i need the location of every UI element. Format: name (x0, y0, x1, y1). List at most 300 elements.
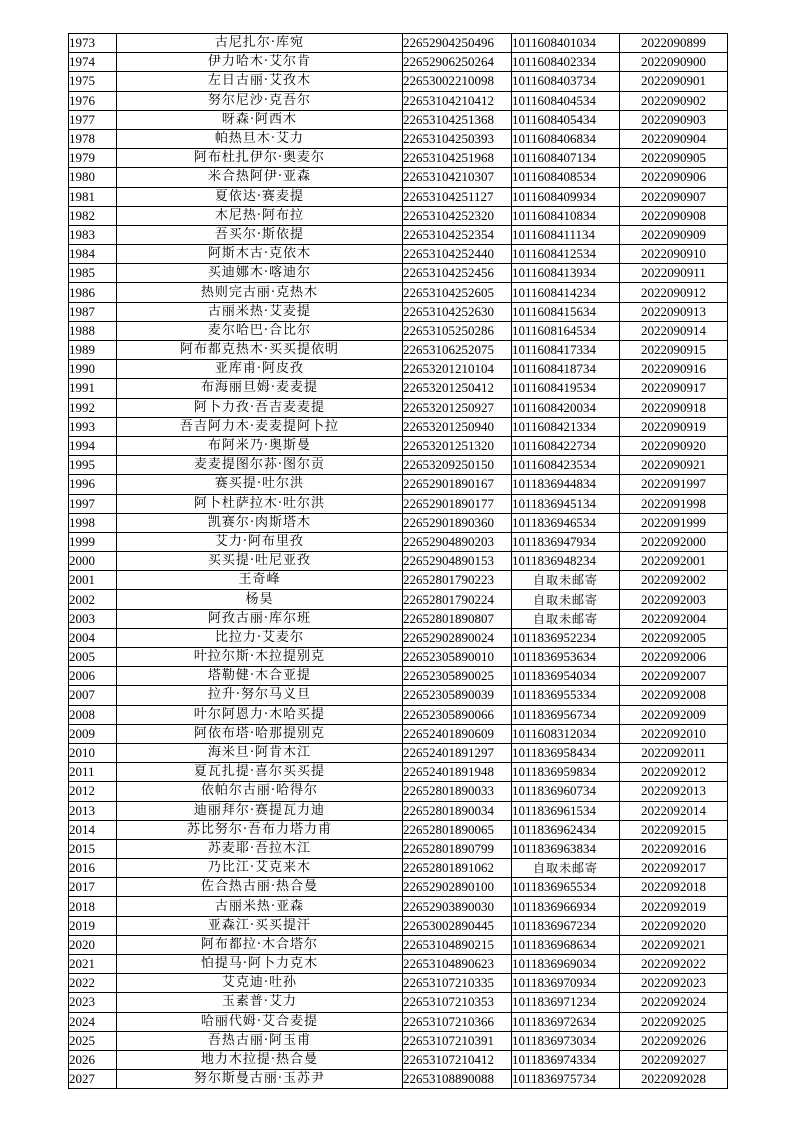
certificate-code-cell: 2022090910 (620, 245, 728, 264)
table-row (69, 168, 728, 187)
mail-tracking-cell: 1011836973034 (512, 1031, 620, 1050)
name-cell: 迪丽拜尔·赛提瓦力迪 (117, 801, 403, 820)
certificate-code-cell: 2022092003 (620, 590, 728, 609)
row-number: 1977 (69, 110, 117, 129)
row-number: 2005 (69, 648, 117, 667)
table-row (69, 475, 728, 494)
name-cell: 麦尔哈巴·合比尔 (117, 321, 403, 340)
name-cell: 艾克迪·吐孙 (117, 974, 403, 993)
candidate-id-cell: 22653104252320 (403, 206, 512, 225)
row-number: 2015 (69, 839, 117, 858)
candidate-id-cell: 22652902890100 (403, 878, 512, 897)
table-row (69, 705, 728, 724)
name-cell: 叶拉尔斯·木拉提别克 (117, 648, 403, 667)
mail-tracking-cell: 1011608422734 (512, 436, 620, 455)
mail-tracking-cell: 1011608411134 (512, 225, 620, 244)
candidate-id-cell: 22653104890215 (403, 935, 512, 954)
mail-tracking-cell: 1011608410834 (512, 206, 620, 225)
row-number: 1983 (69, 225, 117, 244)
name-cell: 努尔斯曼古丽·玉苏尹 (117, 1070, 403, 1089)
row-number: 2008 (69, 705, 117, 724)
mail-tracking-cell: 1011608403734 (512, 72, 620, 91)
table-row (69, 801, 728, 820)
candidate-id-cell: 22652305890025 (403, 667, 512, 686)
row-number: 2007 (69, 686, 117, 705)
mail-tracking-cell: 1011836967234 (512, 916, 620, 935)
candidate-id-cell: 22652901890177 (403, 494, 512, 513)
certificate-code-cell: 2022092002 (620, 571, 728, 590)
mail-tracking-cell: 1011608417334 (512, 341, 620, 360)
row-number: 2027 (69, 1070, 117, 1089)
mail-tracking-cell: 1011836955334 (512, 686, 620, 705)
table-row (69, 225, 728, 244)
table-row (69, 1012, 728, 1031)
mail-tracking-cell: 1011836966934 (512, 897, 620, 916)
name-cell: 赛买提·吐尔洪 (117, 475, 403, 494)
candidate-id-cell: 22652906250264 (403, 53, 512, 72)
candidate-id-cell: 22652801890799 (403, 839, 512, 858)
candidate-id-cell: 22653106252075 (403, 341, 512, 360)
table-row (69, 782, 728, 801)
row-number: 1994 (69, 436, 117, 455)
table-row (69, 590, 728, 609)
candidate-id-cell: 22653002210098 (403, 72, 512, 91)
certificate-code-cell: 2022092026 (620, 1031, 728, 1050)
name-cell: 阿卜力孜·吾吉麦麦提 (117, 398, 403, 417)
certificate-code-cell: 2022092024 (620, 993, 728, 1012)
mail-tracking-cell: 1011836948234 (512, 552, 620, 571)
name-cell: 布海丽旦姆·麦麦提 (117, 379, 403, 398)
table-row (69, 916, 728, 935)
name-cell: 苏麦耶·吾拉木江 (117, 839, 403, 858)
table-row (69, 1070, 728, 1089)
row-number: 1985 (69, 264, 117, 283)
mail-tracking-cell: 1011836968634 (512, 935, 620, 954)
name-cell: 呀森·阿西木 (117, 110, 403, 129)
row-number: 1995 (69, 456, 117, 475)
name-cell: 怕提马·阿卜力克木 (117, 955, 403, 974)
candidate-id-cell: 22652801790224 (403, 590, 512, 609)
candidate-id-cell: 22653107210353 (403, 993, 512, 1012)
mail-tracking-cell: 1011608408534 (512, 168, 620, 187)
table-row (69, 360, 728, 379)
row-number: 1993 (69, 417, 117, 436)
mail-tracking-cell: 1011836960734 (512, 782, 620, 801)
mail-tracking-cell: 1011608413934 (512, 264, 620, 283)
candidate-id-cell: 22652401891297 (403, 743, 512, 762)
candidate-id-cell: 22652801790223 (403, 571, 512, 590)
table-row (69, 878, 728, 897)
row-number: 2001 (69, 571, 117, 590)
candidate-id-cell: 22652904250496 (403, 34, 512, 53)
certificate-code-cell: 2022092004 (620, 609, 728, 628)
row-number: 2004 (69, 628, 117, 647)
name-cell: 苏比努尔·吾布力塔力甫 (117, 820, 403, 839)
table-row (69, 532, 728, 551)
candidate-id-cell: 22652305890010 (403, 648, 512, 667)
table-row (69, 686, 728, 705)
row-number: 2000 (69, 552, 117, 571)
name-cell: 乃比江·艾克来木 (117, 859, 403, 878)
row-number: 2003 (69, 609, 117, 628)
name-cell: 古尼扎尔·库宛 (117, 34, 403, 53)
candidate-id-cell: 22653107210335 (403, 974, 512, 993)
certificate-code-cell: 2022092009 (620, 705, 728, 724)
row-number: 1975 (69, 72, 117, 91)
certificate-code-cell: 2022090909 (620, 225, 728, 244)
candidate-id-cell: 22653201250940 (403, 417, 512, 436)
mail-tracking-cell: 自取未邮寄 (512, 590, 620, 609)
certificate-code-cell: 2022090905 (620, 149, 728, 168)
table-row (69, 609, 728, 628)
certificate-code-cell: 2022090915 (620, 341, 728, 360)
row-number: 1974 (69, 53, 117, 72)
name-cell: 阿孜古丽·库尔班 (117, 609, 403, 628)
mail-tracking-cell: 1011836959834 (512, 763, 620, 782)
candidate-id-cell: 22653201250412 (403, 379, 512, 398)
table-row (69, 993, 728, 1012)
candidate-id-cell: 22653107210366 (403, 1012, 512, 1031)
candidate-id-cell: 22653201250927 (403, 398, 512, 417)
row-number: 2025 (69, 1031, 117, 1050)
table-row (69, 34, 728, 53)
candidate-id-cell: 22653104210412 (403, 91, 512, 110)
row-number: 1986 (69, 283, 117, 302)
mail-tracking-cell: 1011608401034 (512, 34, 620, 53)
mail-tracking-cell: 1011608421334 (512, 417, 620, 436)
certificate-code-cell: 2022090903 (620, 110, 728, 129)
candidate-id-cell: 22652801890807 (403, 609, 512, 628)
name-cell: 吾吉阿力木·麦麦提阿卜拉 (117, 417, 403, 436)
candidate-id-cell: 22652901890360 (403, 513, 512, 532)
row-number: 2016 (69, 859, 117, 878)
certificate-code-cell: 2022090904 (620, 129, 728, 148)
certificate-code-cell: 2022090899 (620, 34, 728, 53)
candidate-id-cell: 22652903890030 (403, 897, 512, 916)
name-cell: 玉素普·艾力 (117, 993, 403, 1012)
row-number: 1973 (69, 34, 117, 53)
certificate-code-cell: 2022092010 (620, 724, 728, 743)
row-number: 2024 (69, 1012, 117, 1031)
table-row (69, 571, 728, 590)
certificate-code-cell: 2022091997 (620, 475, 728, 494)
mail-tracking-cell: 自取未邮寄 (512, 609, 620, 628)
row-number: 2021 (69, 955, 117, 974)
name-cell: 麦麦提图尔荪·图尔贡 (117, 456, 403, 475)
table-row (69, 264, 728, 283)
mail-tracking-cell: 1011836944834 (512, 475, 620, 494)
name-cell: 凯赛尔·肉斯塔木 (117, 513, 403, 532)
candidate-id-cell: 22653104252440 (403, 245, 512, 264)
row-number: 2011 (69, 763, 117, 782)
candidate-id-cell: 22653104250393 (403, 129, 512, 148)
table-row (69, 494, 728, 513)
candidate-id-cell: 22653104251968 (403, 149, 512, 168)
table-row (69, 1050, 728, 1069)
name-cell: 塔勒健·木合亚提 (117, 667, 403, 686)
certificate-code-cell: 2022091999 (620, 513, 728, 532)
name-cell: 阿斯木古·克依木 (117, 245, 403, 264)
mail-tracking-cell: 1011608414234 (512, 283, 620, 302)
name-cell: 买买提·吐尼亚孜 (117, 552, 403, 571)
candidate-id-cell: 22653104251368 (403, 110, 512, 129)
candidate-id-cell: 22652305890039 (403, 686, 512, 705)
mail-tracking-cell: 1011836946534 (512, 513, 620, 532)
name-cell: 比拉力·艾麦尔 (117, 628, 403, 647)
certificate-code-cell: 2022090901 (620, 72, 728, 91)
row-number: 1976 (69, 91, 117, 110)
table-row (69, 552, 728, 571)
table-row (69, 379, 728, 398)
row-number: 1989 (69, 341, 117, 360)
mail-tracking-cell: 1011836956734 (512, 705, 620, 724)
candidate-id-cell: 22653201251320 (403, 436, 512, 455)
candidate-id-cell: 22652904890203 (403, 532, 512, 551)
certificate-code-cell: 2022090911 (620, 264, 728, 283)
table-row (69, 974, 728, 993)
row-number: 1984 (69, 245, 117, 264)
row-number: 1996 (69, 475, 117, 494)
mail-tracking-cell: 1011608409934 (512, 187, 620, 206)
mail-tracking-cell: 1011608312034 (512, 724, 620, 743)
certificate-code-cell: 2022090920 (620, 436, 728, 455)
name-cell: 阿卜杜萨拉木·吐尔洪 (117, 494, 403, 513)
table-row (69, 724, 728, 743)
table-row (69, 321, 728, 340)
name-cell: 哈丽代姆·艾合麦提 (117, 1012, 403, 1031)
mail-tracking-cell: 1011608423534 (512, 456, 620, 475)
name-cell: 阿依布塔·哈那提别克 (117, 724, 403, 743)
mail-tracking-cell: 1011608418734 (512, 360, 620, 379)
row-number: 2013 (69, 801, 117, 820)
row-number: 1999 (69, 532, 117, 551)
mail-tracking-cell: 1011608402334 (512, 53, 620, 72)
mail-tracking-cell: 1011608412534 (512, 245, 620, 264)
certificate-code-cell: 2022092000 (620, 532, 728, 551)
certificate-code-cell: 2022090912 (620, 283, 728, 302)
table-row (69, 628, 728, 647)
table-row (69, 859, 728, 878)
certificate-code-cell: 2022092006 (620, 648, 728, 667)
certificate-code-cell: 2022092022 (620, 955, 728, 974)
mail-tracking-cell: 自取未邮寄 (512, 571, 620, 590)
name-cell: 阿布都克热木·买买提依明 (117, 341, 403, 360)
certificate-code-cell: 2022092012 (620, 763, 728, 782)
certificate-code-cell: 2022092019 (620, 897, 728, 916)
candidate-id-cell: 22653201210104 (403, 360, 512, 379)
name-cell: 拉升·努尔马义旦 (117, 686, 403, 705)
mail-tracking-cell: 1011836970934 (512, 974, 620, 993)
certificate-code-cell: 2022092014 (620, 801, 728, 820)
mail-tracking-cell: 1011836947934 (512, 532, 620, 551)
mail-tracking-cell: 1011836954034 (512, 667, 620, 686)
candidate-id-cell: 22652401890609 (403, 724, 512, 743)
certificate-code-cell: 2022090916 (620, 360, 728, 379)
name-cell: 米合热阿伊·亚森 (117, 168, 403, 187)
candidate-id-cell: 22652902890024 (403, 628, 512, 647)
candidate-id-cell: 22652801890033 (403, 782, 512, 801)
name-cell: 艾力·阿布里孜 (117, 532, 403, 551)
name-cell: 地力木拉提·热合曼 (117, 1050, 403, 1069)
table-row (69, 456, 728, 475)
mail-tracking-cell: 1011608404534 (512, 91, 620, 110)
row-number: 2023 (69, 993, 117, 1012)
name-cell: 热则完古丽·克热木 (117, 283, 403, 302)
certificate-code-cell: 2022092016 (620, 839, 728, 858)
certificate-code-cell: 2022090921 (620, 456, 728, 475)
row-number: 2002 (69, 590, 117, 609)
table-row (69, 72, 728, 91)
row-number: 1982 (69, 206, 117, 225)
mail-tracking-cell: 1011836969034 (512, 955, 620, 974)
row-number: 2010 (69, 743, 117, 762)
candidate-id-cell: 22652801891062 (403, 859, 512, 878)
certificate-code-cell: 2022092020 (620, 916, 728, 935)
name-cell: 海米旦·阿肯木江 (117, 743, 403, 762)
name-cell: 伊力哈木·艾尔肯 (117, 53, 403, 72)
certificate-code-cell: 2022090918 (620, 398, 728, 417)
table-row (69, 283, 728, 302)
certificate-code-cell: 2022091998 (620, 494, 728, 513)
name-cell: 左日古丽·艾孜木 (117, 72, 403, 91)
name-cell: 夏依达·赛麦提 (117, 187, 403, 206)
table-row (69, 341, 728, 360)
mail-tracking-cell: 1011836971234 (512, 993, 620, 1012)
table-row (69, 667, 728, 686)
certificate-code-cell: 2022092001 (620, 552, 728, 571)
row-number: 2022 (69, 974, 117, 993)
certificate-code-cell: 2022092017 (620, 859, 728, 878)
name-cell: 叶尔阿恩力·木哈买提 (117, 705, 403, 724)
mail-tracking-cell: 1011608419534 (512, 379, 620, 398)
name-cell: 亚库甫·阿皮孜 (117, 360, 403, 379)
name-cell: 帕热旦木·艾力 (117, 129, 403, 148)
table-row (69, 129, 728, 148)
mail-tracking-cell: 1011836961534 (512, 801, 620, 820)
name-cell: 古丽米热·艾麦提 (117, 302, 403, 321)
certificate-code-cell: 2022090914 (620, 321, 728, 340)
roster-body (69, 34, 728, 1089)
name-cell: 佐合热古丽·热合曼 (117, 878, 403, 897)
certificate-code-cell: 2022092023 (620, 974, 728, 993)
candidate-id-cell: 22653209250150 (403, 456, 512, 475)
name-cell: 阿布都拉·木合塔尔 (117, 935, 403, 954)
name-cell: 吾买尔·斯依提 (117, 225, 403, 244)
row-number: 2019 (69, 916, 117, 935)
table-row (69, 897, 728, 916)
certificate-code-cell: 2022092013 (620, 782, 728, 801)
candidate-id-cell: 22652801890034 (403, 801, 512, 820)
certificate-code-cell: 2022090913 (620, 302, 728, 321)
candidate-id-cell: 22652904890153 (403, 552, 512, 571)
candidate-id-cell: 22653104252456 (403, 264, 512, 283)
certificate-code-cell: 2022092007 (620, 667, 728, 686)
candidate-id-cell: 22653107210391 (403, 1031, 512, 1050)
mail-tracking-cell: 1011836975734 (512, 1070, 620, 1089)
candidate-id-cell: 22652901890167 (403, 475, 512, 494)
certificate-code-cell: 2022092005 (620, 628, 728, 647)
name-cell: 木尼热·阿布拉 (117, 206, 403, 225)
candidate-id-cell: 22653105250286 (403, 321, 512, 340)
candidate-id-cell: 22652801890065 (403, 820, 512, 839)
certificate-code-cell: 2022090908 (620, 206, 728, 225)
row-number: 1992 (69, 398, 117, 417)
mail-tracking-cell: 1011608164534 (512, 321, 620, 340)
certificate-code-cell: 2022092025 (620, 1012, 728, 1031)
table-row (69, 149, 728, 168)
certificate-code-cell: 2022090907 (620, 187, 728, 206)
mail-tracking-cell: 1011836953634 (512, 648, 620, 667)
candidate-id-cell: 22653104252354 (403, 225, 512, 244)
table-row (69, 187, 728, 206)
certificate-code-cell: 2022090902 (620, 91, 728, 110)
row-number: 1991 (69, 379, 117, 398)
certificate-code-cell: 2022092011 (620, 743, 728, 762)
certificate-code-cell: 2022090900 (620, 53, 728, 72)
table-row (69, 820, 728, 839)
candidate-id-cell: 22653108890088 (403, 1070, 512, 1089)
mail-tracking-cell: 1011836962434 (512, 820, 620, 839)
certificate-code-cell: 2022090919 (620, 417, 728, 436)
mail-tracking-cell: 1011836974334 (512, 1050, 620, 1069)
table-row (69, 935, 728, 954)
candidate-id-cell: 22652305890066 (403, 705, 512, 724)
roster-table (68, 33, 728, 1089)
mail-tracking-cell: 1011836972634 (512, 1012, 620, 1031)
table-row (69, 513, 728, 532)
row-number: 1981 (69, 187, 117, 206)
name-cell: 阿布杜扎伊尔·奥麦尔 (117, 149, 403, 168)
mail-tracking-cell: 自取未邮寄 (512, 859, 620, 878)
mail-tracking-cell: 1011836958434 (512, 743, 620, 762)
name-cell: 买迪娜木·喀迪尔 (117, 264, 403, 283)
candidate-id-cell: 22653104252630 (403, 302, 512, 321)
mail-tracking-cell: 1011608407134 (512, 149, 620, 168)
table-row (69, 417, 728, 436)
certificate-code-cell: 2022092021 (620, 935, 728, 954)
row-number: 2009 (69, 724, 117, 743)
table-row (69, 839, 728, 858)
row-number: 2014 (69, 820, 117, 839)
row-number: 2026 (69, 1050, 117, 1069)
certificate-code-cell: 2022092028 (620, 1070, 728, 1089)
row-number: 1997 (69, 494, 117, 513)
table-row (69, 763, 728, 782)
row-number: 2012 (69, 782, 117, 801)
row-number: 1979 (69, 149, 117, 168)
table-row (69, 206, 728, 225)
certificate-code-cell: 2022090906 (620, 168, 728, 187)
name-cell: 杨昊 (117, 590, 403, 609)
row-number: 2017 (69, 878, 117, 897)
mail-tracking-cell: 1011836945134 (512, 494, 620, 513)
table-row (69, 398, 728, 417)
certificate-code-cell: 2022092027 (620, 1050, 728, 1069)
row-number: 1990 (69, 360, 117, 379)
name-cell: 吾热古丽·阿玉甫 (117, 1031, 403, 1050)
candidate-id-cell: 22653104251127 (403, 187, 512, 206)
candidate-id-cell: 22653104890623 (403, 955, 512, 974)
table-row (69, 648, 728, 667)
table-row (69, 302, 728, 321)
table-row (69, 245, 728, 264)
name-cell: 布阿米乃·奥斯曼 (117, 436, 403, 455)
certificate-code-cell: 2022092015 (620, 820, 728, 839)
candidate-id-cell: 22653002890445 (403, 916, 512, 935)
table-row (69, 91, 728, 110)
mail-tracking-cell: 1011836963834 (512, 839, 620, 858)
mail-tracking-cell: 1011836952234 (512, 628, 620, 647)
